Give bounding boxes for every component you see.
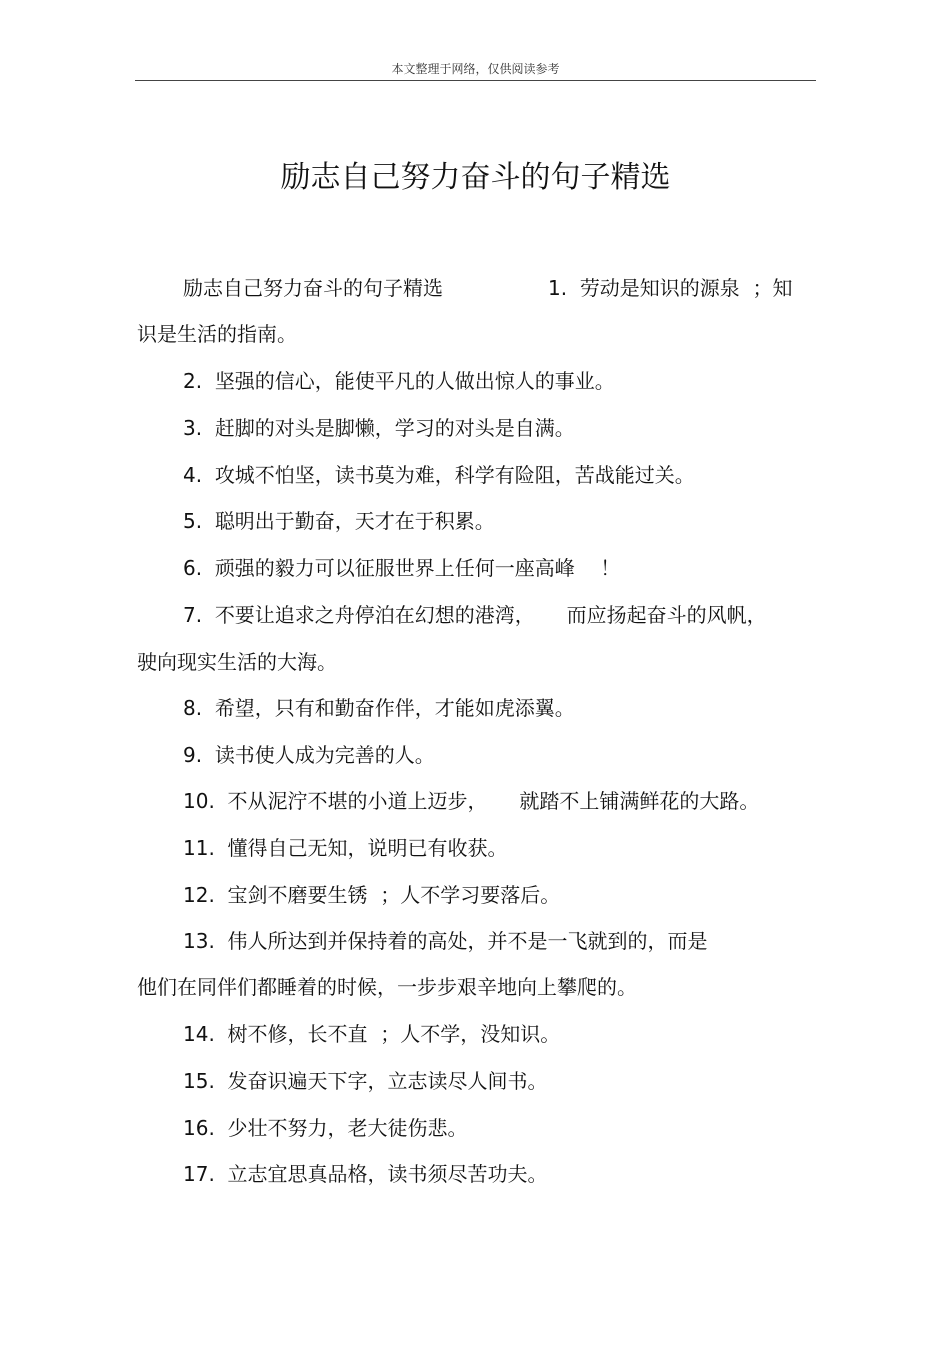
list-item — [183, 1022, 560, 1046]
item-text: 不要让追求之舟停泊在幻想的港湾， 而应扬起奋斗的风帆， — [214, 603, 767, 627]
header-note: 本文整理于网络，仅供阅读参考 — [391, 62, 560, 76]
item-text: 树不修，长不直 ；人不学，没知识。 — [227, 1022, 561, 1046]
item-number: 3. — [183, 416, 203, 440]
item-number: 1. — [548, 276, 568, 300]
item-text: 聪明出于勤奋，天才在于积累。 — [214, 509, 495, 533]
list-item — [183, 883, 560, 907]
item-text: 赶脚的对头是脚懒，学习的对头是自满。 — [214, 416, 575, 440]
list-item — [183, 743, 435, 767]
header-divider — [135, 80, 816, 81]
list-item — [183, 696, 575, 720]
item-number: 4. — [183, 463, 203, 487]
item-number: 15. — [183, 1069, 215, 1093]
list-item — [183, 369, 615, 393]
item-text: 读书使人成为完善的人。 — [214, 743, 435, 767]
list-item — [183, 789, 759, 813]
item-number: 9. — [183, 743, 203, 767]
item-continuation: 识是生活的指南。 — [137, 322, 297, 346]
list-item — [183, 929, 708, 953]
item-number: 12. — [183, 883, 215, 907]
item-number: 8. — [183, 696, 203, 720]
list-item — [183, 556, 620, 580]
item-text: 坚强的信心，能使平凡的人做出惊人的事业。 — [214, 369, 615, 393]
item-number: 10. — [183, 789, 215, 813]
item-number: 13. — [183, 929, 215, 953]
item-number: 17. — [183, 1162, 215, 1186]
list-item — [183, 1116, 468, 1140]
item-number: 11. — [183, 836, 215, 860]
item-text: 少壮不努力，老大徒伤悲。 — [227, 1116, 468, 1140]
document-title: 励志自己努力奋斗的句子精选 — [280, 160, 671, 195]
list-item — [183, 1069, 548, 1093]
item-number: 16. — [183, 1116, 215, 1140]
item-text: 攻城不怕坚，读书莫为难，科学有险阻，苦战能过关。 — [214, 463, 695, 487]
list-item — [183, 416, 575, 440]
item-text: 懂得自己无知，说明已有收获。 — [227, 836, 508, 860]
item-text: 宝剑不磨要生锈 ；人不学习要落后。 — [227, 883, 561, 907]
item-text: 伟人所达到并保持着的高处，并不是一飞就到的，而是 — [227, 929, 708, 953]
list-item — [183, 836, 508, 860]
list-item — [183, 1162, 548, 1186]
list-item — [183, 509, 495, 533]
intro-line — [183, 276, 443, 300]
item-text: 希望，只有和勤奋作伴，才能如虎添翼。 — [214, 696, 575, 720]
item-number: 5. — [183, 509, 203, 533]
list-item — [548, 276, 793, 300]
item-number: 6. — [183, 556, 203, 580]
item-text: 顽强的毅力可以征服世界上任何一座高峰 ！ — [214, 556, 621, 580]
list-item — [183, 603, 767, 627]
item-continuation: 他们在同伴们都睡着的时候，一步步艰辛地向上攀爬的。 — [137, 975, 637, 999]
item-text: 劳动是知识的源泉 ；知 — [579, 276, 793, 300]
list-item — [183, 463, 695, 487]
item-continuation: 驶向现实生活的大海。 — [137, 650, 337, 674]
intro-text: 励志自己努力奋斗的句子精选 — [183, 276, 443, 300]
item-text: 不从泥泞不堪的小道上迈步， 就踏不上铺满鲜花的大路。 — [227, 789, 760, 813]
item-text: 发奋识遍天下字，立志读尽人间书。 — [227, 1069, 548, 1093]
item-number: 14. — [183, 1022, 215, 1046]
item-number: 7. — [183, 603, 203, 627]
item-text: 立志宜思真品格，读书须尽苦功夫。 — [227, 1162, 548, 1186]
item-number: 2. — [183, 369, 203, 393]
